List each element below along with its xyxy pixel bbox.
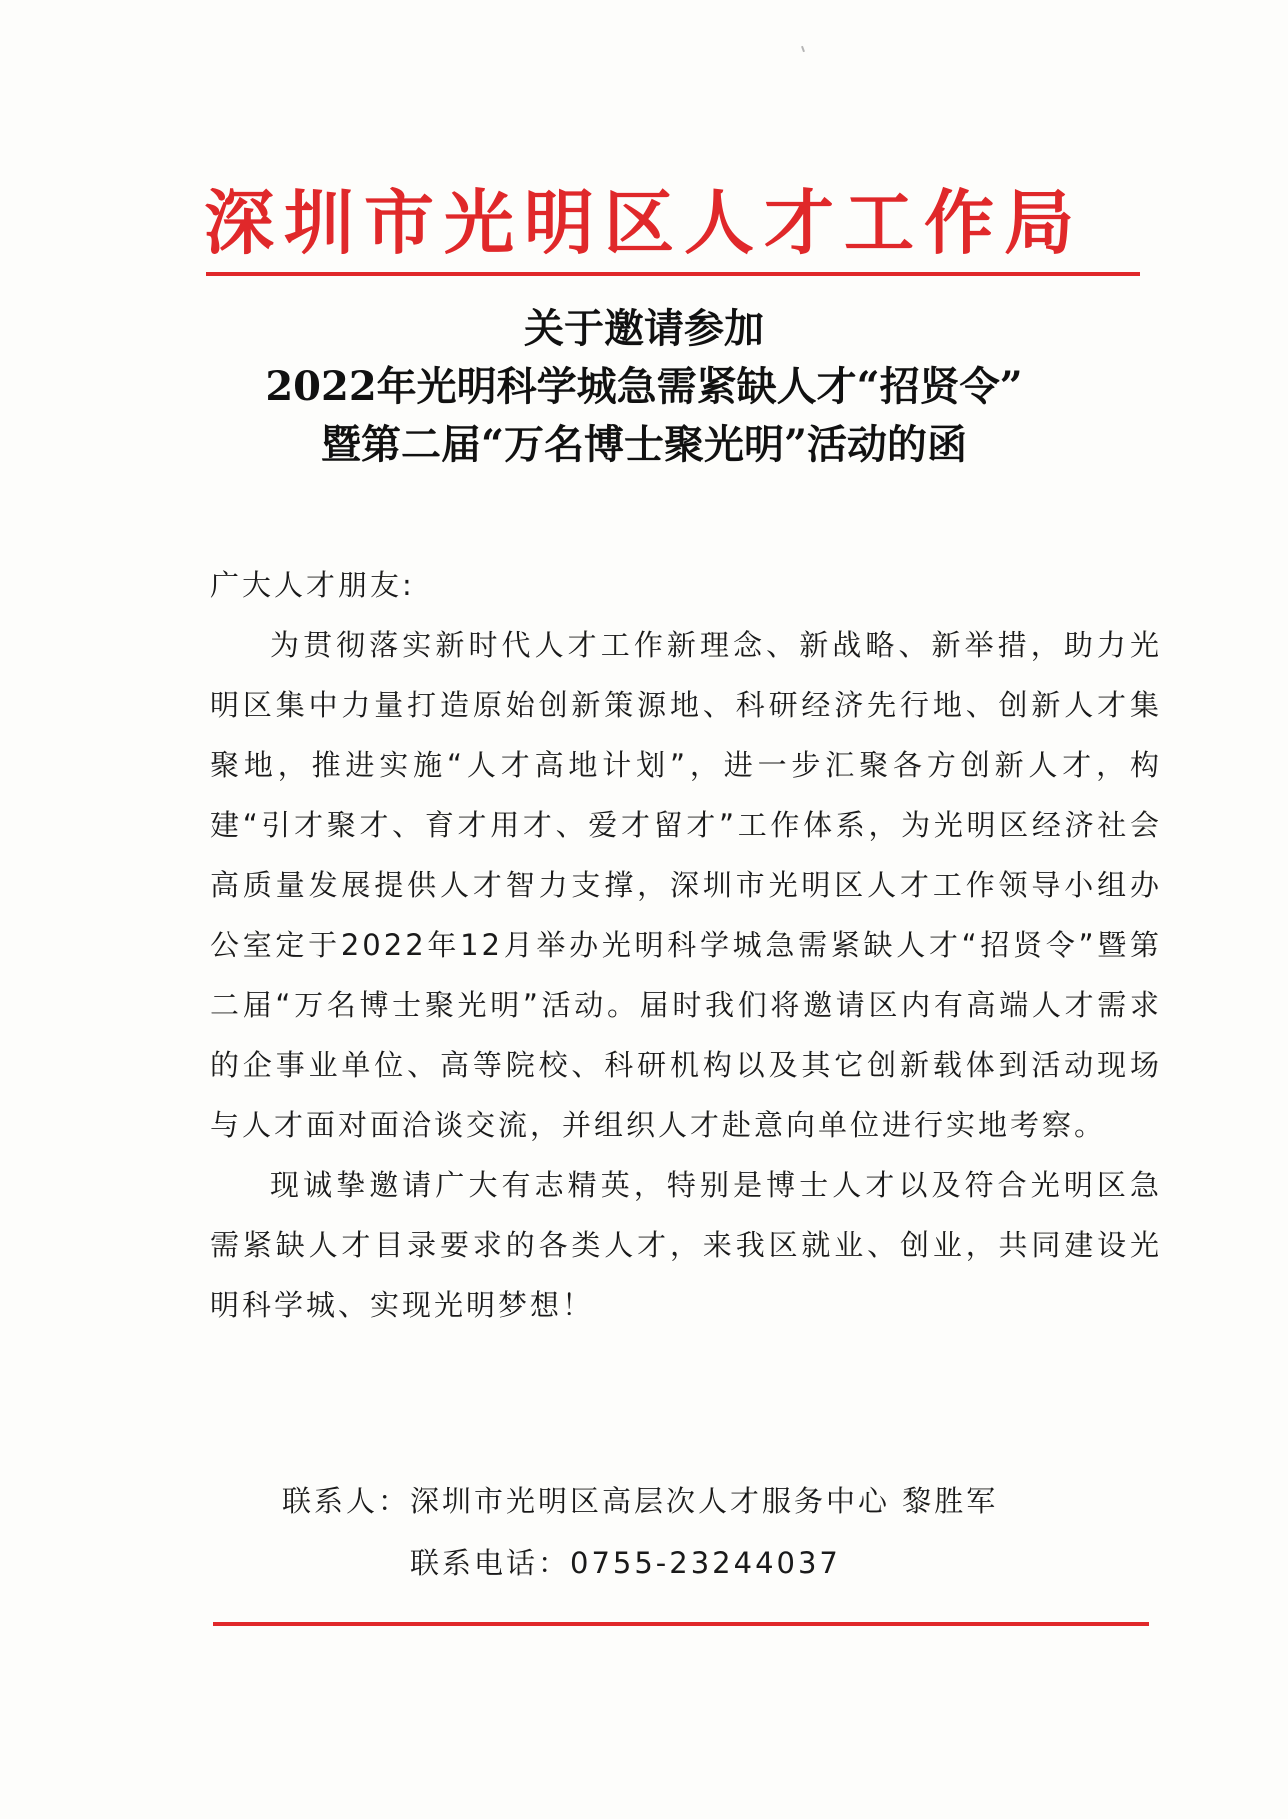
scan-mark [801, 46, 805, 52]
salutation: 广大人才朋友: [210, 568, 415, 602]
title-line-1: 关于邀请参加 [524, 305, 764, 352]
paragraph-2: 现诚挚邀请广大有志精英，特别是博士人才以及符合光明区急需紧缺人才目录要求的各类人才，来我区就业、创业，共同建设光明科学城、实现光明梦想！ [210, 1168, 1162, 1322]
letterhead-red-rule [206, 272, 1140, 276]
title-line-3: 暨第二届“万名博士聚光明”活动的函 [320, 421, 967, 468]
contact-person: 联系人：深圳市光明区高层次人才服务中心 黎胜军 [282, 1484, 999, 1518]
title-line-2: 2022年光明科学城急需紧缺人才“招贤令” [265, 363, 1023, 410]
document-title [160, 300, 1128, 474]
contact-block [282, 1470, 998, 1594]
contact-phone: 联系电话：0755-23244037 [410, 1546, 841, 1580]
paragraph-1: 为贯彻落实新时代人才工作新理念、新战略、新举措，助力光明区集中力量打造原始创新策源地、科研经济先行地、创新人才集聚地，推进实施“人才高地计划”，进一步汇聚各方创新人才，构建“引才聚才、育才用才、爱才留才”工作体系，为光明区经济社会高质量发展提供人才智力支撑，深圳市光明区人才工作领导小组办公室定于2022年12月举办光明科学城急需紧缺人才“招贤令”暨第二届“万名博士聚光明”活动。届时我们将邀请区内有高端人才需求的企事业单位、高等院校、科研机构以及其它创新载体到活动现场与人才面对面洽谈交流，并组织人才赴意向单位进行实地考察。 [210, 628, 1162, 1142]
letter-body [210, 555, 1162, 1335]
letterhead-issuer: 深圳市光明区人才工作局 [204, 181, 1084, 264]
footer-red-rule [213, 1622, 1149, 1626]
